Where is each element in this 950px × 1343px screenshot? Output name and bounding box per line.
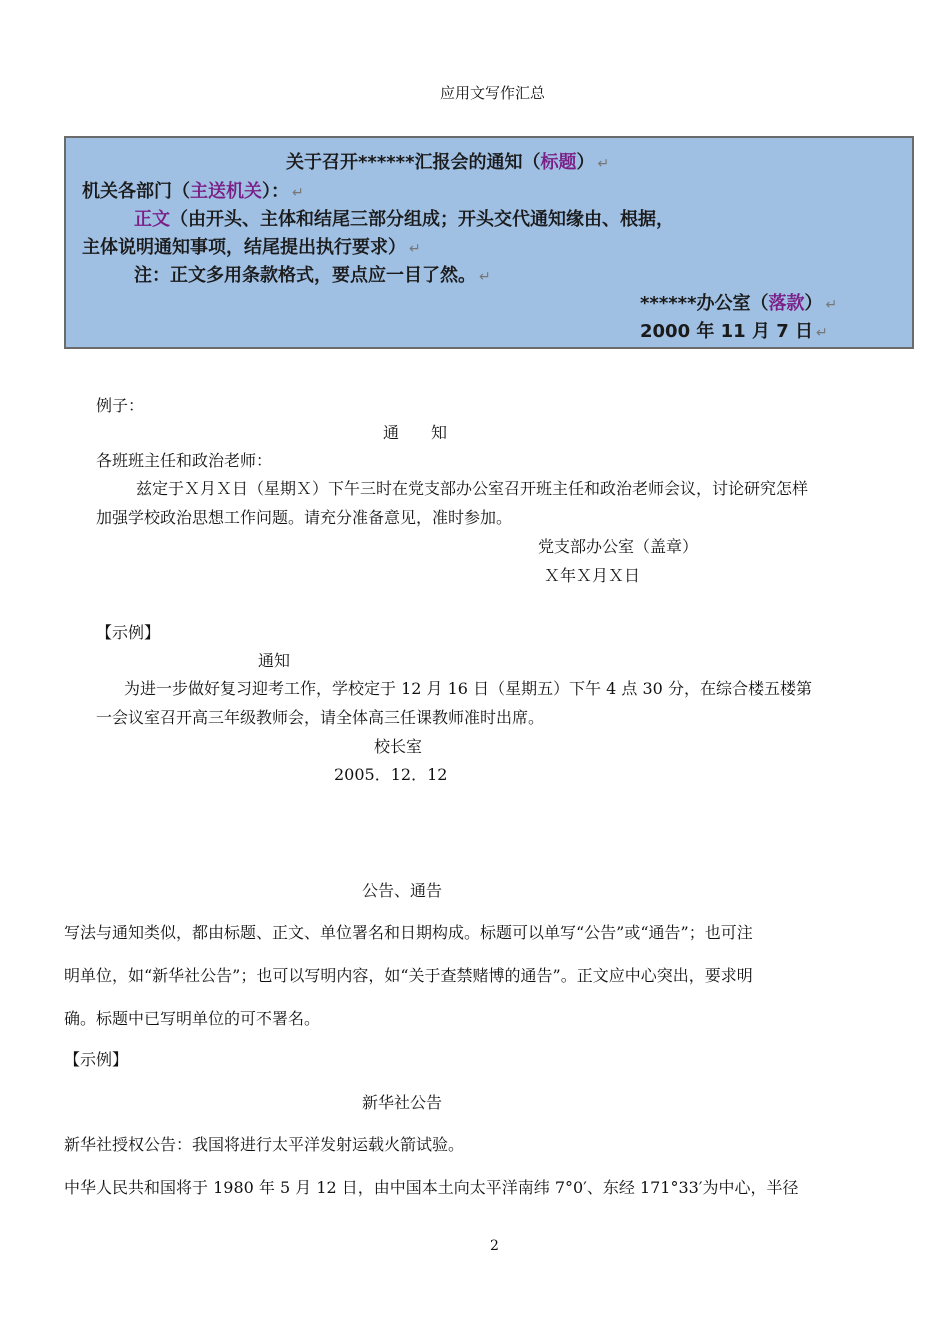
return-mark-icon: ↵ (479, 269, 491, 285)
template-note-text: 注：正文多用条款格式，要点应一目了然。 (134, 265, 476, 286)
term-addressee: 主送机关 (190, 181, 262, 202)
term-body: 正文 (134, 209, 170, 230)
term-title: 标题 (540, 152, 577, 173)
template-signature-line (640, 289, 837, 315)
template-body-text: （由开头、主体和结尾三部分组成；开头交代通知缘由、根据， (170, 209, 674, 230)
example1-signature: 党支部办公室（盖章） (538, 537, 699, 556)
example1-body-line-1: 兹定于Ｘ月Ｘ日（星期Ｘ）下午三时在党支部办公室召开班主任和政治老师会议，讨论研究怎样 (136, 479, 809, 498)
template-title-line (286, 148, 609, 174)
template-date-line (640, 317, 828, 343)
page-header: 应用文写作汇总 (440, 84, 546, 102)
section-paragraph-line-3: 确。标题中已写明单位的可不署名。 (64, 1009, 321, 1028)
example1-label: 例子： (96, 396, 145, 415)
template-body-line-2 (82, 233, 421, 259)
example1-greeting: 各班班主任和政治老师： (96, 451, 273, 470)
page-number: 2 (490, 1238, 499, 1254)
section-example-label: 【示例】 (64, 1050, 129, 1069)
template-title-text: 关于召开******汇报会的通知（ (286, 152, 541, 173)
section-paragraph-line-1: 写法与通知类似，都由标题、正文、单位署名和日期构成。标题可以单写“公告”或“通告”；也可注 (64, 923, 753, 942)
section-example-line-2: 中华人民共和国将于 1980 年 5 月 12 日，由中国本土向太平洋南纬 7°0′、东经 171°33′为中心，半径 (64, 1178, 799, 1197)
template-note-line (134, 261, 491, 287)
return-mark-icon: ↵ (825, 297, 838, 313)
template-signature-text: ******办公室（ (640, 293, 769, 314)
term-signature: 落款 (768, 293, 805, 314)
template-title-close: ） (576, 152, 595, 173)
example2-label: 【示例】 (96, 623, 161, 642)
example1-title: 通 知 (383, 423, 448, 442)
template-body-line (134, 205, 674, 231)
notice-template-box (64, 136, 914, 349)
template-body-text-2: 主体说明通知事项，结尾提出执行要求） (82, 237, 406, 258)
example1-body-line-2: 加强学校政治思想工作问题。请充分准备意见，准时参加。 (96, 508, 513, 527)
template-addressee-text: 机关各部门（ (82, 181, 190, 202)
section-title: 公告、通告 (362, 881, 443, 900)
example1-date: Ｘ年Ｘ月Ｘ日 (544, 566, 641, 585)
return-mark-icon: ↵ (292, 185, 304, 201)
template-date-text: 2000 年 11 月 7 日 (640, 321, 814, 342)
example2-title: 通知 (258, 651, 291, 670)
template-signature-close: ） (804, 293, 823, 314)
section-paragraph-line-2: 明单位，如“新华社公告”；也可以写明内容，如“关于查禁赌博的通告”。正文应中心突出，要求明 (64, 966, 753, 985)
section-example-title: 新华社公告 (362, 1093, 443, 1112)
return-mark-icon: ↵ (597, 156, 610, 172)
example2-body-line-1: 为进一步做好复习迎考工作，学校定于 12 月 16 日（星期五）下午 4 点 30 分，在综合楼五楼第 (124, 679, 812, 698)
return-mark-icon: ↵ (409, 241, 421, 257)
example2-date: 2005．12．12 (334, 765, 448, 784)
example2-signature: 校长室 (374, 737, 423, 756)
template-addressee-close: ）： (262, 181, 289, 202)
template-addressee-line (82, 177, 304, 203)
example2-body-line-2: 一会议室召开高三年级教师会，请全体高三任课教师准时出席。 (96, 708, 545, 727)
section-example-line-1: 新华社授权公告：我国将进行太平洋发射运载火箭试验。 (64, 1135, 465, 1154)
return-mark-icon: ↵ (816, 325, 828, 341)
